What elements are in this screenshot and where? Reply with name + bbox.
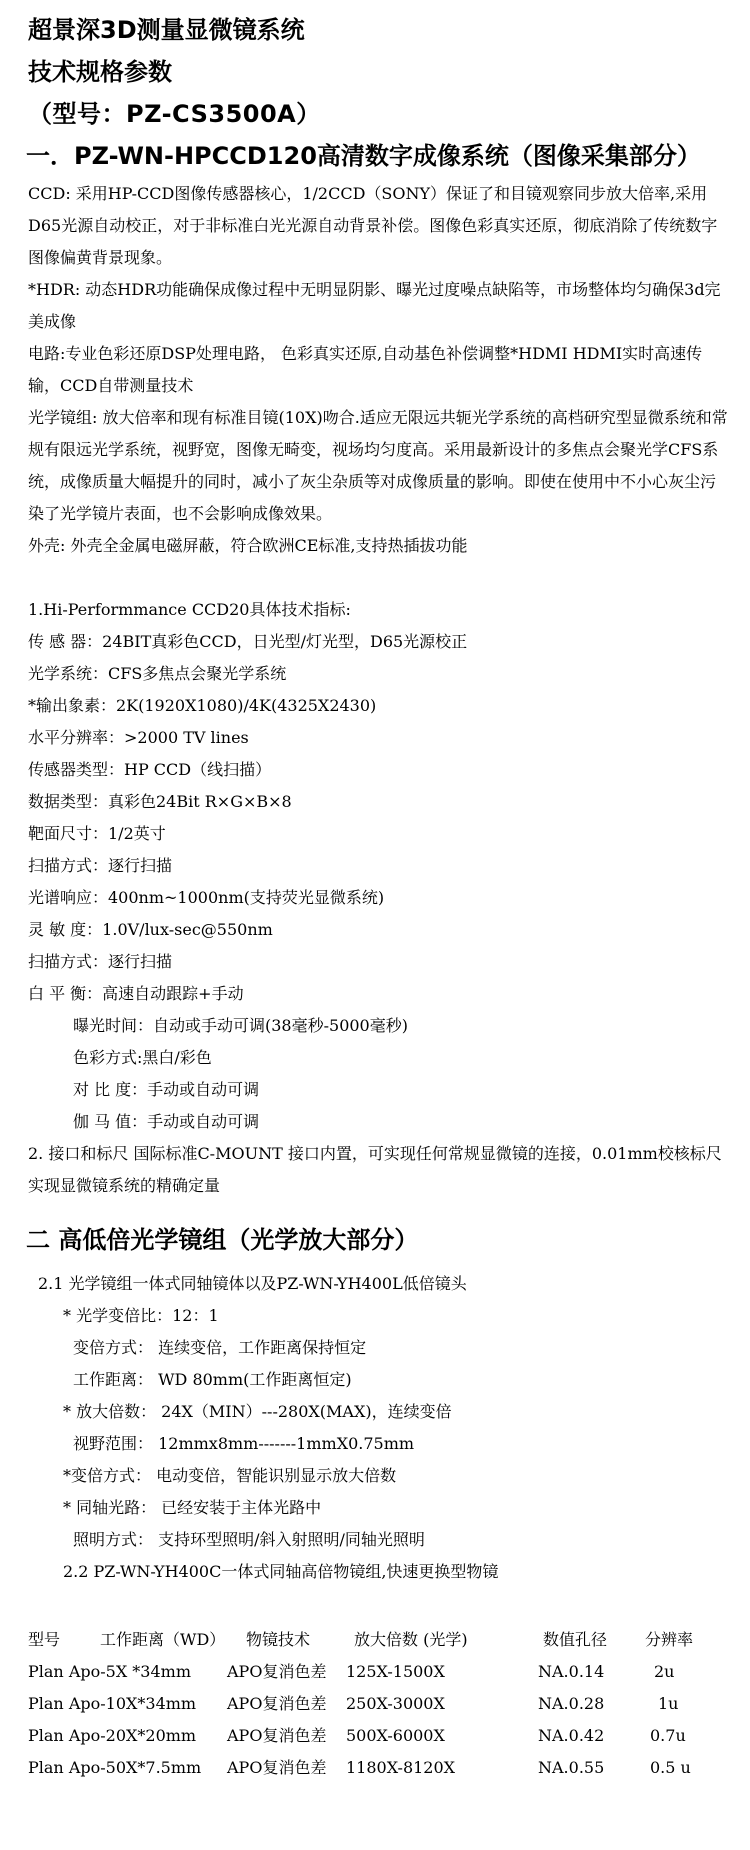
spec-list [28,594,467,1138]
table-cell: 250X-3000X [346,1694,445,1713]
spec-list-title: 1.Hi-Performmance CCD20具体技术指标: [28,600,351,619]
spec-item-indented: 对 比 度：手动或自动可调 [73,1080,260,1099]
table-cell: Plan Apo-50X*7.5mm [28,1758,202,1777]
section2-heading: 二 高低倍光学镜组（光学放大部分） [26,1226,419,1254]
spec-item-indented: 曝光时间：自动或手动可调(38毫秒-5000毫秒) [73,1016,408,1035]
paragraph-optics: 光学镜组: 放大倍率和现有标准目镜(10X)吻合.适应无限远共轭光学系统的高档研究型显微系统和常规有限远光学系统，视野宽，图像无畸变，视场均匀度高。采用最新设计的多焦点会聚光学CFS系统，成像质量大幅提升的同时，减小了灰尘杂质等对成像质量的影响。即使在使用中不小心灰尘污染了光学镜片表面，也不会影响成像效果。 [28,408,728,523]
optics-item: * 放大倍数： 24X（MIN）---280X(MAX)，连续变倍 [63,1402,452,1421]
optics-item: * 同轴光路： 已经安装于主体光路中 [63,1498,322,1517]
spec-item: 传感器类型：HP CCD（线扫描） [28,760,272,779]
spec-item: 灵 敏 度：1.0V/lux-sec@550nm [28,920,273,939]
optics-item: 变倍方式： 连续变倍，工作距离保持恒定 [73,1338,367,1357]
optics-item: 照明方式： 支持环型照明/斜入射照明/同轴光照明 [73,1530,425,1549]
table-header-cell: 放大倍数 (光学) [354,1630,468,1649]
document-subtitle: 技术规格参数 [28,58,172,86]
spec-item-indented: 色彩方式:黑白/彩色 [73,1048,212,1067]
table-row [28,1752,728,1784]
spec-item: 靶面尺寸：1/2英寸 [28,824,166,843]
table-row [28,1688,728,1720]
table-cell: 1180X-8120X [346,1758,456,1777]
spec-item-indented: 伽 马 值：手动或自动可调 [73,1112,260,1131]
interface-paragraph: 2. 接口和标尺 国际标准C-MOUNT 接口内置，可实现任何常规显微镜的连接，0.01mm校核标尺实现显微镜系统的精确定量 [28,1144,722,1195]
spec-item: 扫描方式：逐行扫描 [28,952,173,971]
table-header-cell: 工作距离（WD） [100,1630,226,1649]
table-cell: 125X-1500X [346,1662,445,1681]
spec-item: 白 平 衡：高速自动跟踪+手动 [28,984,244,1003]
optics-subtitle-2: 2.2 PZ-WN-YH400C一体式同轴高倍物镜组,快速更换型物镜 [63,1562,499,1581]
table-cell: APO复消色差 [227,1662,327,1681]
table-cell: 0.7u [650,1726,686,1745]
table-cell: Plan Apo-20X*20mm [28,1726,197,1745]
table-cell: Plan Apo-10X*34mm [28,1694,197,1713]
optics-item: * 光学变倍比：12：1 [63,1306,219,1325]
table-row [28,1720,728,1752]
paragraph-housing: 外壳: 外壳全金属电磁屏蔽，符合欧洲CE标准,支持热插拔功能 [28,536,468,555]
table-header-cell: 分辨率 [645,1630,694,1649]
table-cell: NA.0.55 [538,1758,605,1777]
table-cell: NA.0.42 [538,1726,605,1745]
table-cell: APO复消色差 [227,1694,327,1713]
paragraph-hdr: *HDR: 动态HDR功能确保成像过程中无明显阴影、曝光过度噪点缺陷等，市场整体均匀确保3d完美成像 [28,280,721,331]
spec-item: 扫描方式：逐行扫描 [28,856,173,875]
table-header-cell: 物镜技术 [246,1630,311,1649]
table-cell: 0.5 u [650,1758,691,1777]
optics-item: *变倍方式： 电动变倍，智能识别显示放大倍数 [63,1466,397,1485]
table-cell: NA.0.14 [538,1662,605,1681]
table-cell: NA.0.28 [538,1694,605,1713]
spec-item: 光学系统：CFS多焦点会聚光学系统 [28,664,287,683]
optics-item: 视野范围： 12mmx8mm-------1mmX0.75mm [73,1434,415,1453]
optics-item: 工作距离： WD 80mm(工作距离恒定) [73,1370,352,1389]
model-number: （型号：PZ-CS3500A） [28,100,321,128]
table-cell: 2u [654,1662,675,1681]
table-header-cell: 型号 [28,1630,61,1649]
objective-table [28,1624,728,1784]
table-row [28,1656,728,1688]
table-cell: APO复消色差 [227,1758,327,1777]
table-cell: APO复消色差 [227,1726,327,1745]
table-cell: 500X-6000X [346,1726,445,1745]
section1-heading: 一．PZ-WN-HPCCD120高清数字成像系统（图像采集部分） [26,142,701,170]
spec-item: 光谱响应：400nm~1000nm(支持荧光显微系统) [28,888,385,907]
spec-item: *输出象素：2K(1920X1080)/4K(4325X2430) [28,696,377,715]
optics-subtitle: 2.1 光学镜组一体式同轴镜体以及PZ-WN-YH400L低倍镜头 [38,1274,467,1293]
table-cell: 1u [658,1694,679,1713]
paragraph-circuit: 电路:专业色彩还原DSP处理电路， 色彩真实还原,自动基色补偿调整*HDMI HDMI实时高速传输，CCD自带测量技术 [28,344,703,395]
table-header-row [28,1624,728,1656]
paragraph-ccd: CCD: 采用HP-CCD图像传感器核心，1/2CCD（SONY）保证了和目镜观察同步放大倍率,采用D65光源自动校正，对于非标准白光光源自动背景补偿。图像色彩真实还原，彻底消除了传统数字图像偏黄背景现象。 [28,184,718,267]
spec-item: 数据类型：真彩色24Bit R×G×B×8 [28,792,292,811]
spec-item: 传 感 器：24BIT真彩色CCD，日光型/灯光型，D65光源校正 [28,632,468,651]
table-cell: Plan Apo-5X *34mm [28,1662,192,1681]
optics-list [28,1268,498,1588]
document-title: 超景深3D测量显微镜系统 [28,16,305,44]
spec-item: 水平分辨率：>2000 TV lines [28,728,249,747]
table-header-cell: 数值孔径 [543,1630,608,1649]
